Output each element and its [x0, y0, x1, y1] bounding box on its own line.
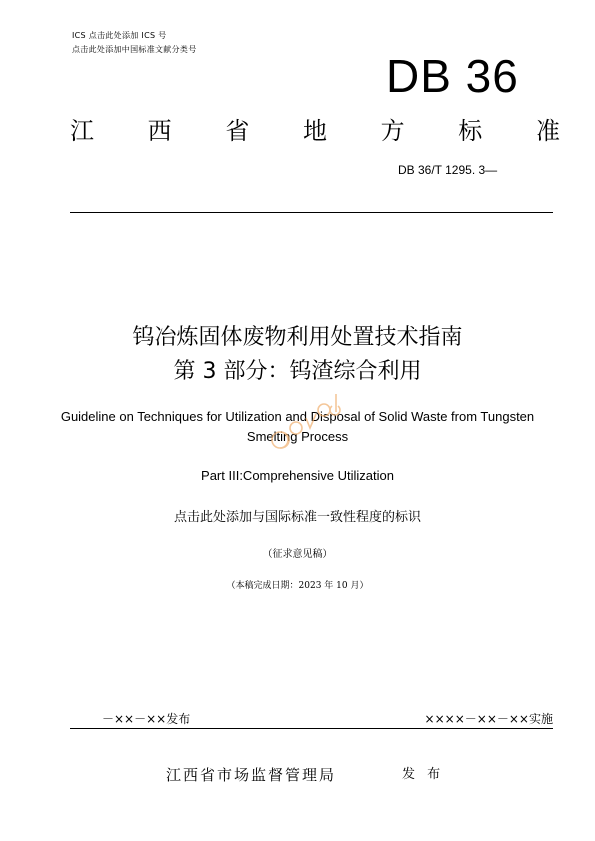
publish-label: 发 布: [402, 767, 445, 782]
title-en-line2: Smelting Process: [246, 429, 349, 444]
standard-number: DB 36/T 1295. 3—: [398, 163, 498, 177]
title-cn-part: 第 3 部分：钨渣综合利用: [173, 359, 422, 384]
province-char: 西: [147, 117, 172, 145]
title-cn-main: 钨冶炼固体废物利用处置技术指南: [132, 325, 463, 350]
header-divider: [70, 212, 553, 213]
province-char: 地: [302, 117, 327, 145]
title-en-line1: Guideline on Techniques for Utilization and Disposal of Solid Waste from Tungsten: [60, 409, 535, 424]
province-standard-heading: [70, 117, 560, 145]
province-char: 江: [70, 117, 94, 145]
issuing-agency: 江西省市场监督管理局: [166, 766, 337, 784]
province-char: 省: [225, 117, 250, 145]
consistency-mark: 点击此处添加与国际标准一致性程度的标识: [173, 510, 421, 525]
draft-status: （征求意见稿）: [262, 549, 333, 560]
province-char: 方: [380, 117, 405, 145]
footer-divider: [70, 728, 553, 729]
ccs-number: 点击此处添加中国标准文献分类号: [72, 45, 197, 54]
watermark-logo: [262, 388, 352, 458]
province-char: 准: [535, 117, 560, 145]
standard-code: DB 36: [386, 50, 519, 102]
issue-date: －××－××发布: [102, 712, 191, 726]
ics-number: ICS 点击此处添加 ICS 号: [72, 31, 167, 40]
implementation-date: ××××－××－××实施: [424, 712, 553, 726]
completion-date: （本稿完成日期：2023 年 10 月）: [226, 581, 369, 591]
province-char: 标: [458, 117, 483, 145]
title-en-part: Part III:Comprehensive Utilization: [201, 468, 394, 483]
